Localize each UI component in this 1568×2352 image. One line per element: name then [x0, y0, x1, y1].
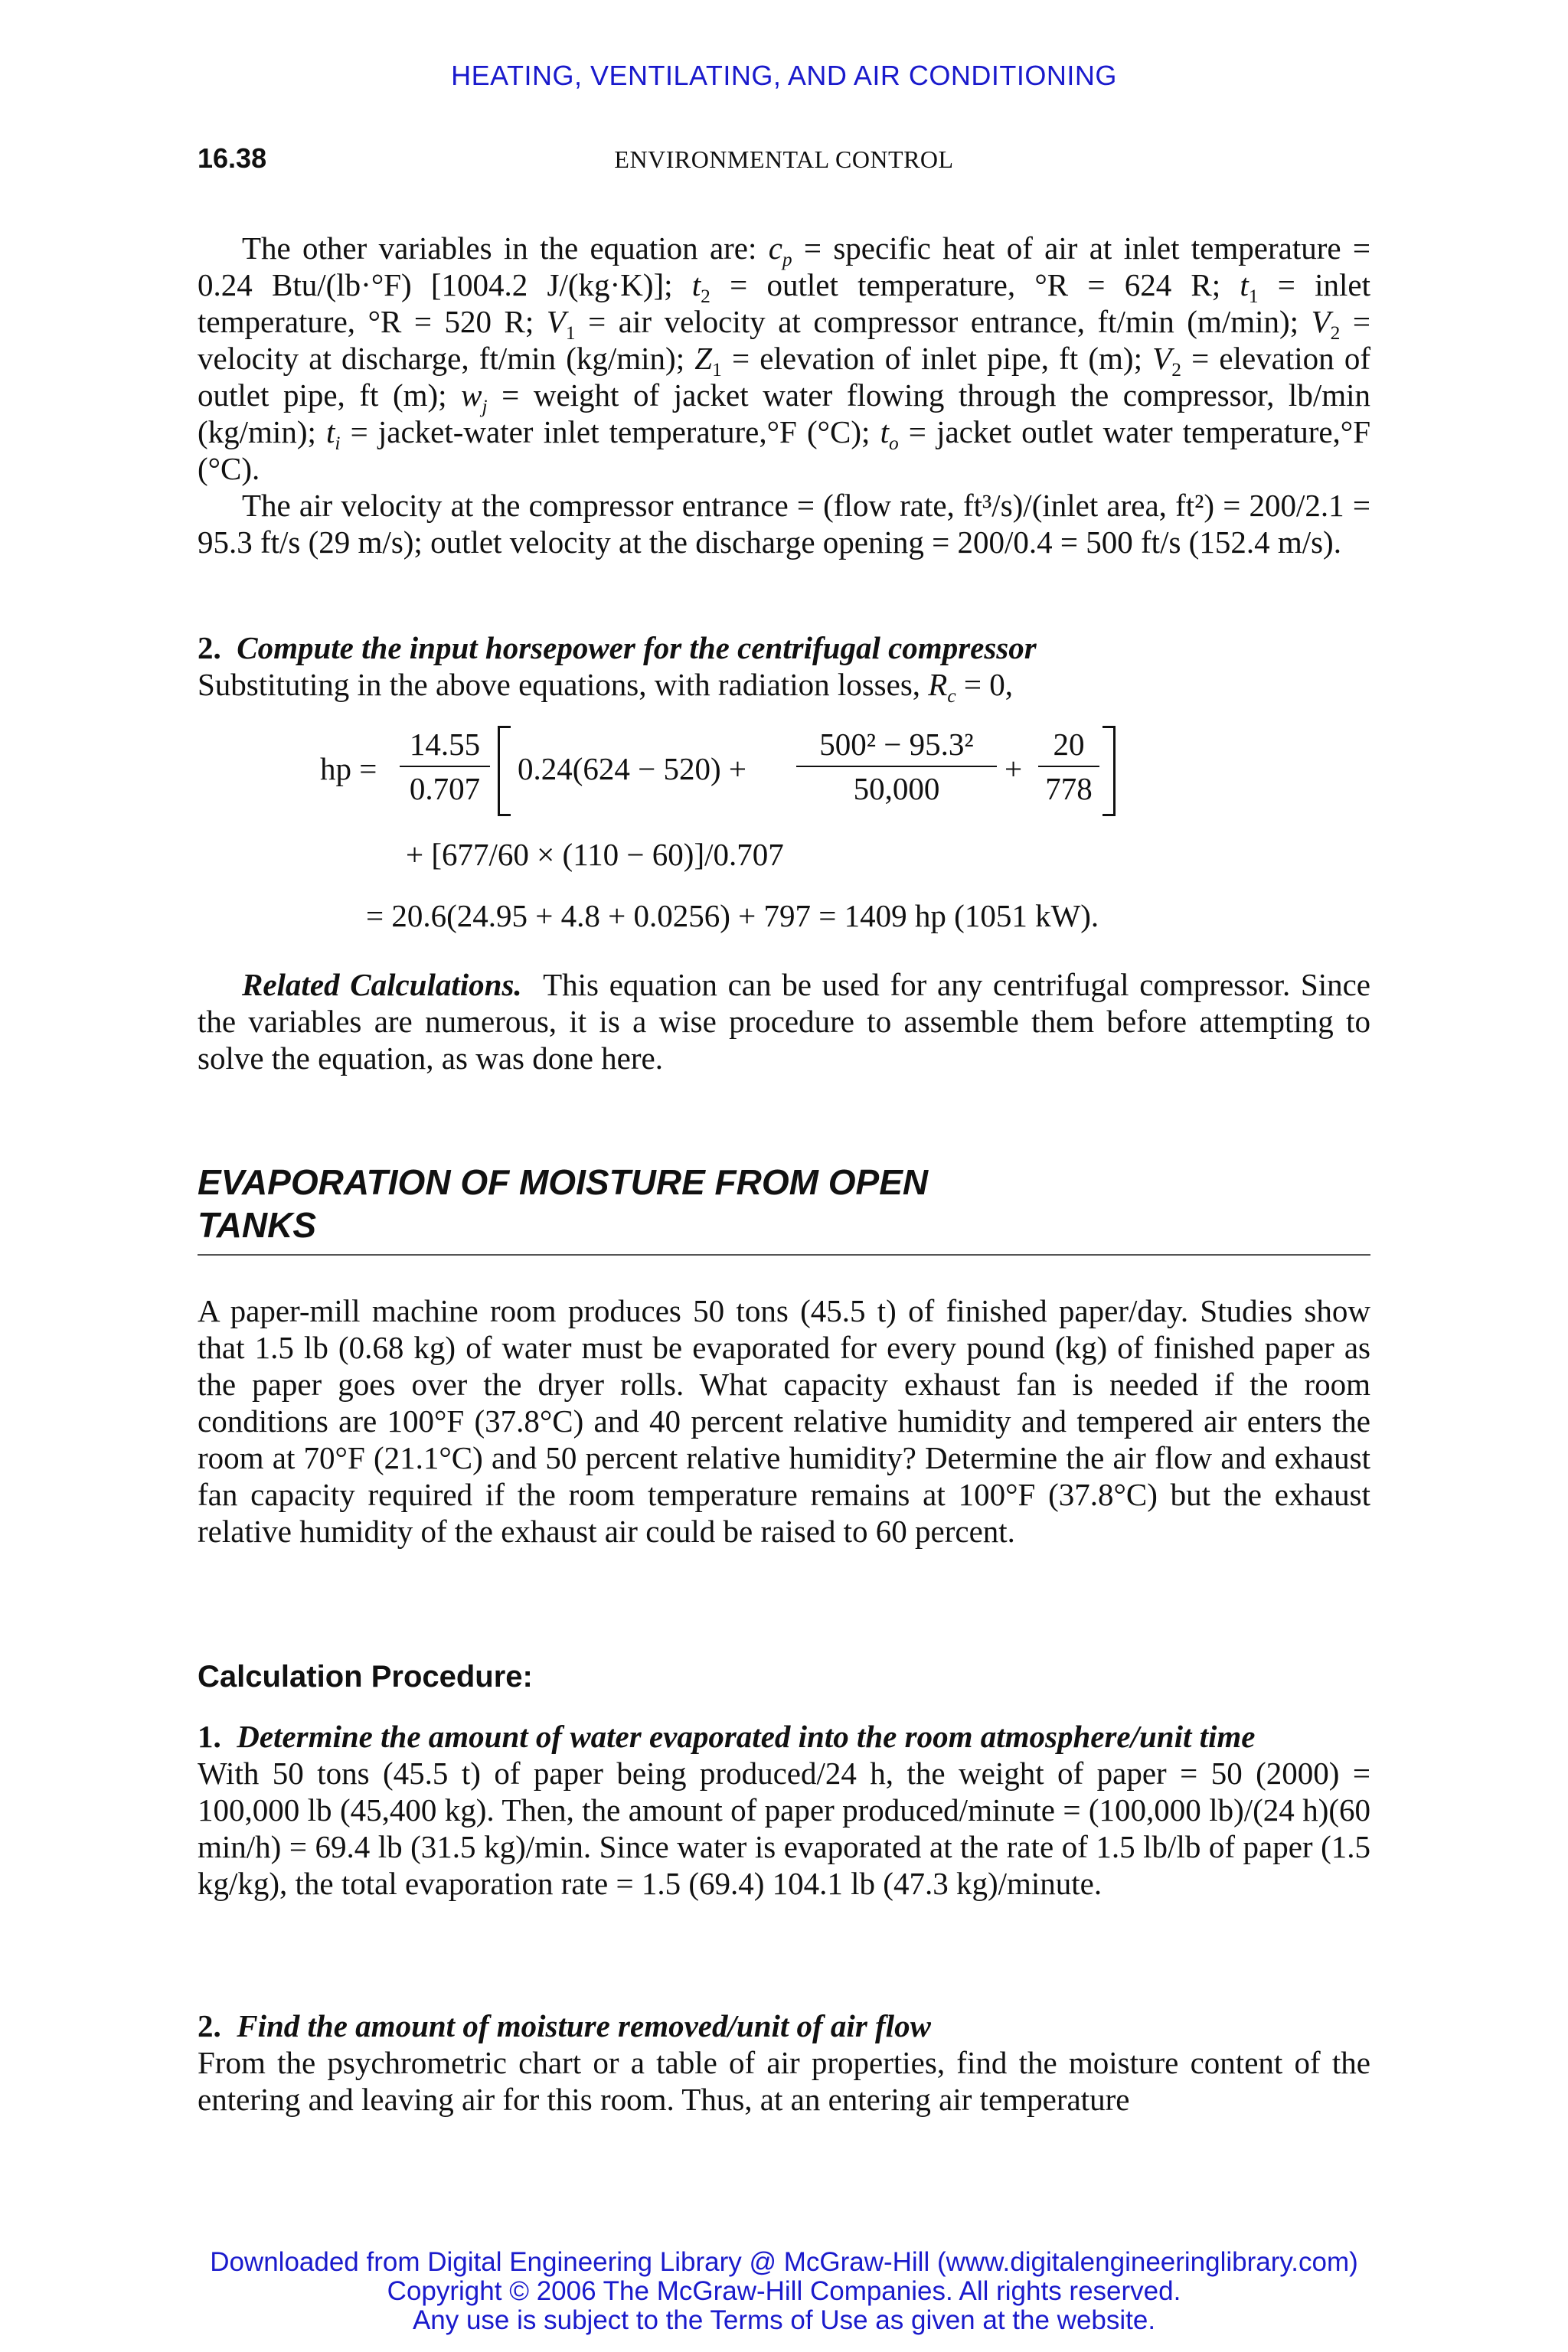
section-title: EVAPORATION OF MOISTURE FROM OPEN TANKS — [198, 1162, 929, 1245]
step-1: 1. Determine the amount of water evaporated into the room atmosphere/unit time With 50 tons (45.5 t) of paper being produced/24 h, the weight of paper = 50 (2000) = 100,000 lb (45,400 kg). Then, the amount of paper produced/minute = (100,000 lb)/(24 h)(60 min/h) = 69.4 lb (31.5 kg)/min. Since water is evaporated at the rate of 1.5 lb/lb of paper (1.5 kg/kg), the total evaporation rate = 1.5 (69.4) 104.1 lb (47.3 kg)/minute. — [198, 1719, 1370, 1901]
equation-lhs: hp = — [320, 751, 377, 786]
step-2-heading: 2. Compute the input horsepower for the centrifugal compressor Substituting in the above equations, with radiation losses, $R_c = 0$, — [198, 630, 1037, 707]
velocity-paragraph: The air velocity at the compressor entrance = (flow rate, ft³/s)/(inlet area, ft²) = 200/2.1 = 95.3 ft/s (29 m/s); outlet velocity at the discharge opening = 200/0.4 = 500 ft/s (152.4 m/s). — [198, 488, 1370, 560]
fraction-2: 500² − 95.3² 50,000 — [796, 726, 997, 807]
right-bracket — [1102, 726, 1116, 816]
related-calculations-paragraph: Related Calculations. This equation can be used for any centrifugal compressor. Since the variables are numerous, it is a wise procedure to assemble them before attempting to solve the equation, as was done here. — [198, 967, 1371, 1076]
footer-copyright: Copyright © 2006 The McGraw-Hill Companies. All rights reserved. — [387, 2276, 1181, 2306]
fraction-3: 20 778 — [1038, 726, 1099, 807]
book-title-header[interactable]: HEATING, VENTILATING, AND AIR CONDITIONING — [451, 60, 1117, 91]
equation-plus: + — [1004, 751, 1023, 786]
variables-paragraph: The other variables in the equation are: $c_p$ = specific heat of air at inlet temperature = 0.24 Btu/(lb·°F) [1004.2 J/(kg·K)]; $t_2$ = outlet temperature, °R = 624 R; $t_1$ = inlet temperature, °R = 520 R; $V_1$ = air velocity at compressor entrance, ft/min (m/min); $V_2$ = velocity at discharge, ft/min (kg/min); $Z_1$ = elevation of inlet pipe, ft (m); $V_2$ = elevation of outlet pipe, ft (m); $w_j$ = weight of jacket water flowing through the compressor, lb/min (kg/min); $t_i$ = jacket-water inlet temperature,°F (°C); $t_o$ = jacket outlet water temperature,°F (°C). The air velocity at the compressor entrance = (flow rate, ft³/s)/(inlet area, ft²) = 200/2.1 = 95.3 ft/s (29 m/s); outlet velocity at the discharge opening = 200/0.4 = 500 ft/s (152.4 m/s). — [198, 230, 1371, 560]
fraction-1: 14.55 0.707 — [400, 726, 490, 807]
calculation-procedure-heading: Calculation Procedure: — [198, 1660, 533, 1694]
equation-line-3: = 20.6(24.95 + 4.8 + 0.0256) + 797 = 1409 hp (1051 kW). — [366, 898, 1099, 933]
footer — [0, 2248, 1568, 2335]
footer-download-link[interactable]: Downloaded from Digital Engineering Library @ McGraw-Hill (www.digitalengineeringlibrary.com) — [210, 2247, 1358, 2277]
horsepower-equation — [0, 720, 1568, 949]
running-head: ENVIRONMENTAL CONTROL — [614, 145, 954, 173]
page-number: 16.38 — [198, 142, 267, 174]
section-divider — [198, 1254, 1370, 1256]
equation-term-1: 0.24(624 − 520) + — [518, 751, 747, 786]
equation-line-2: + [677/60 × (110 − 60)]/0.707 — [406, 837, 784, 872]
step-2-moisture: 2. Find the amount of moisture removed/unit of air flow From the psychrometric chart or a table of air properties, find the moisture content of the entering and leaving air for this room. Thus, at an entering air temperature — [198, 2008, 1370, 2117]
left-bracket — [498, 726, 511, 816]
footer-terms[interactable]: Any use is subject to the Terms of Use as given at the website. — [412, 2305, 1156, 2335]
problem-statement: A paper-mill machine room produces 50 tons (45.5 t) of finished paper/day. Studies show that 1.5 lb (0.68 kg) of water must be evaporated for every pound (kg) of finished paper as the paper goes over the dryer rolls. What capacity exhaust fan is needed if the room conditions are 100°F (37.8°C) and 40 percent relative humidity and tempered air enters the room at 70°F (21.1°C) and 50 percent relative humidity? Determine the air flow and exhaust fan capacity required if the room temperature remains at 100°F (37.8°C) but the exhaust relative humidity of the exhaust air could be raised to 60 percent. — [198, 1293, 1370, 1549]
